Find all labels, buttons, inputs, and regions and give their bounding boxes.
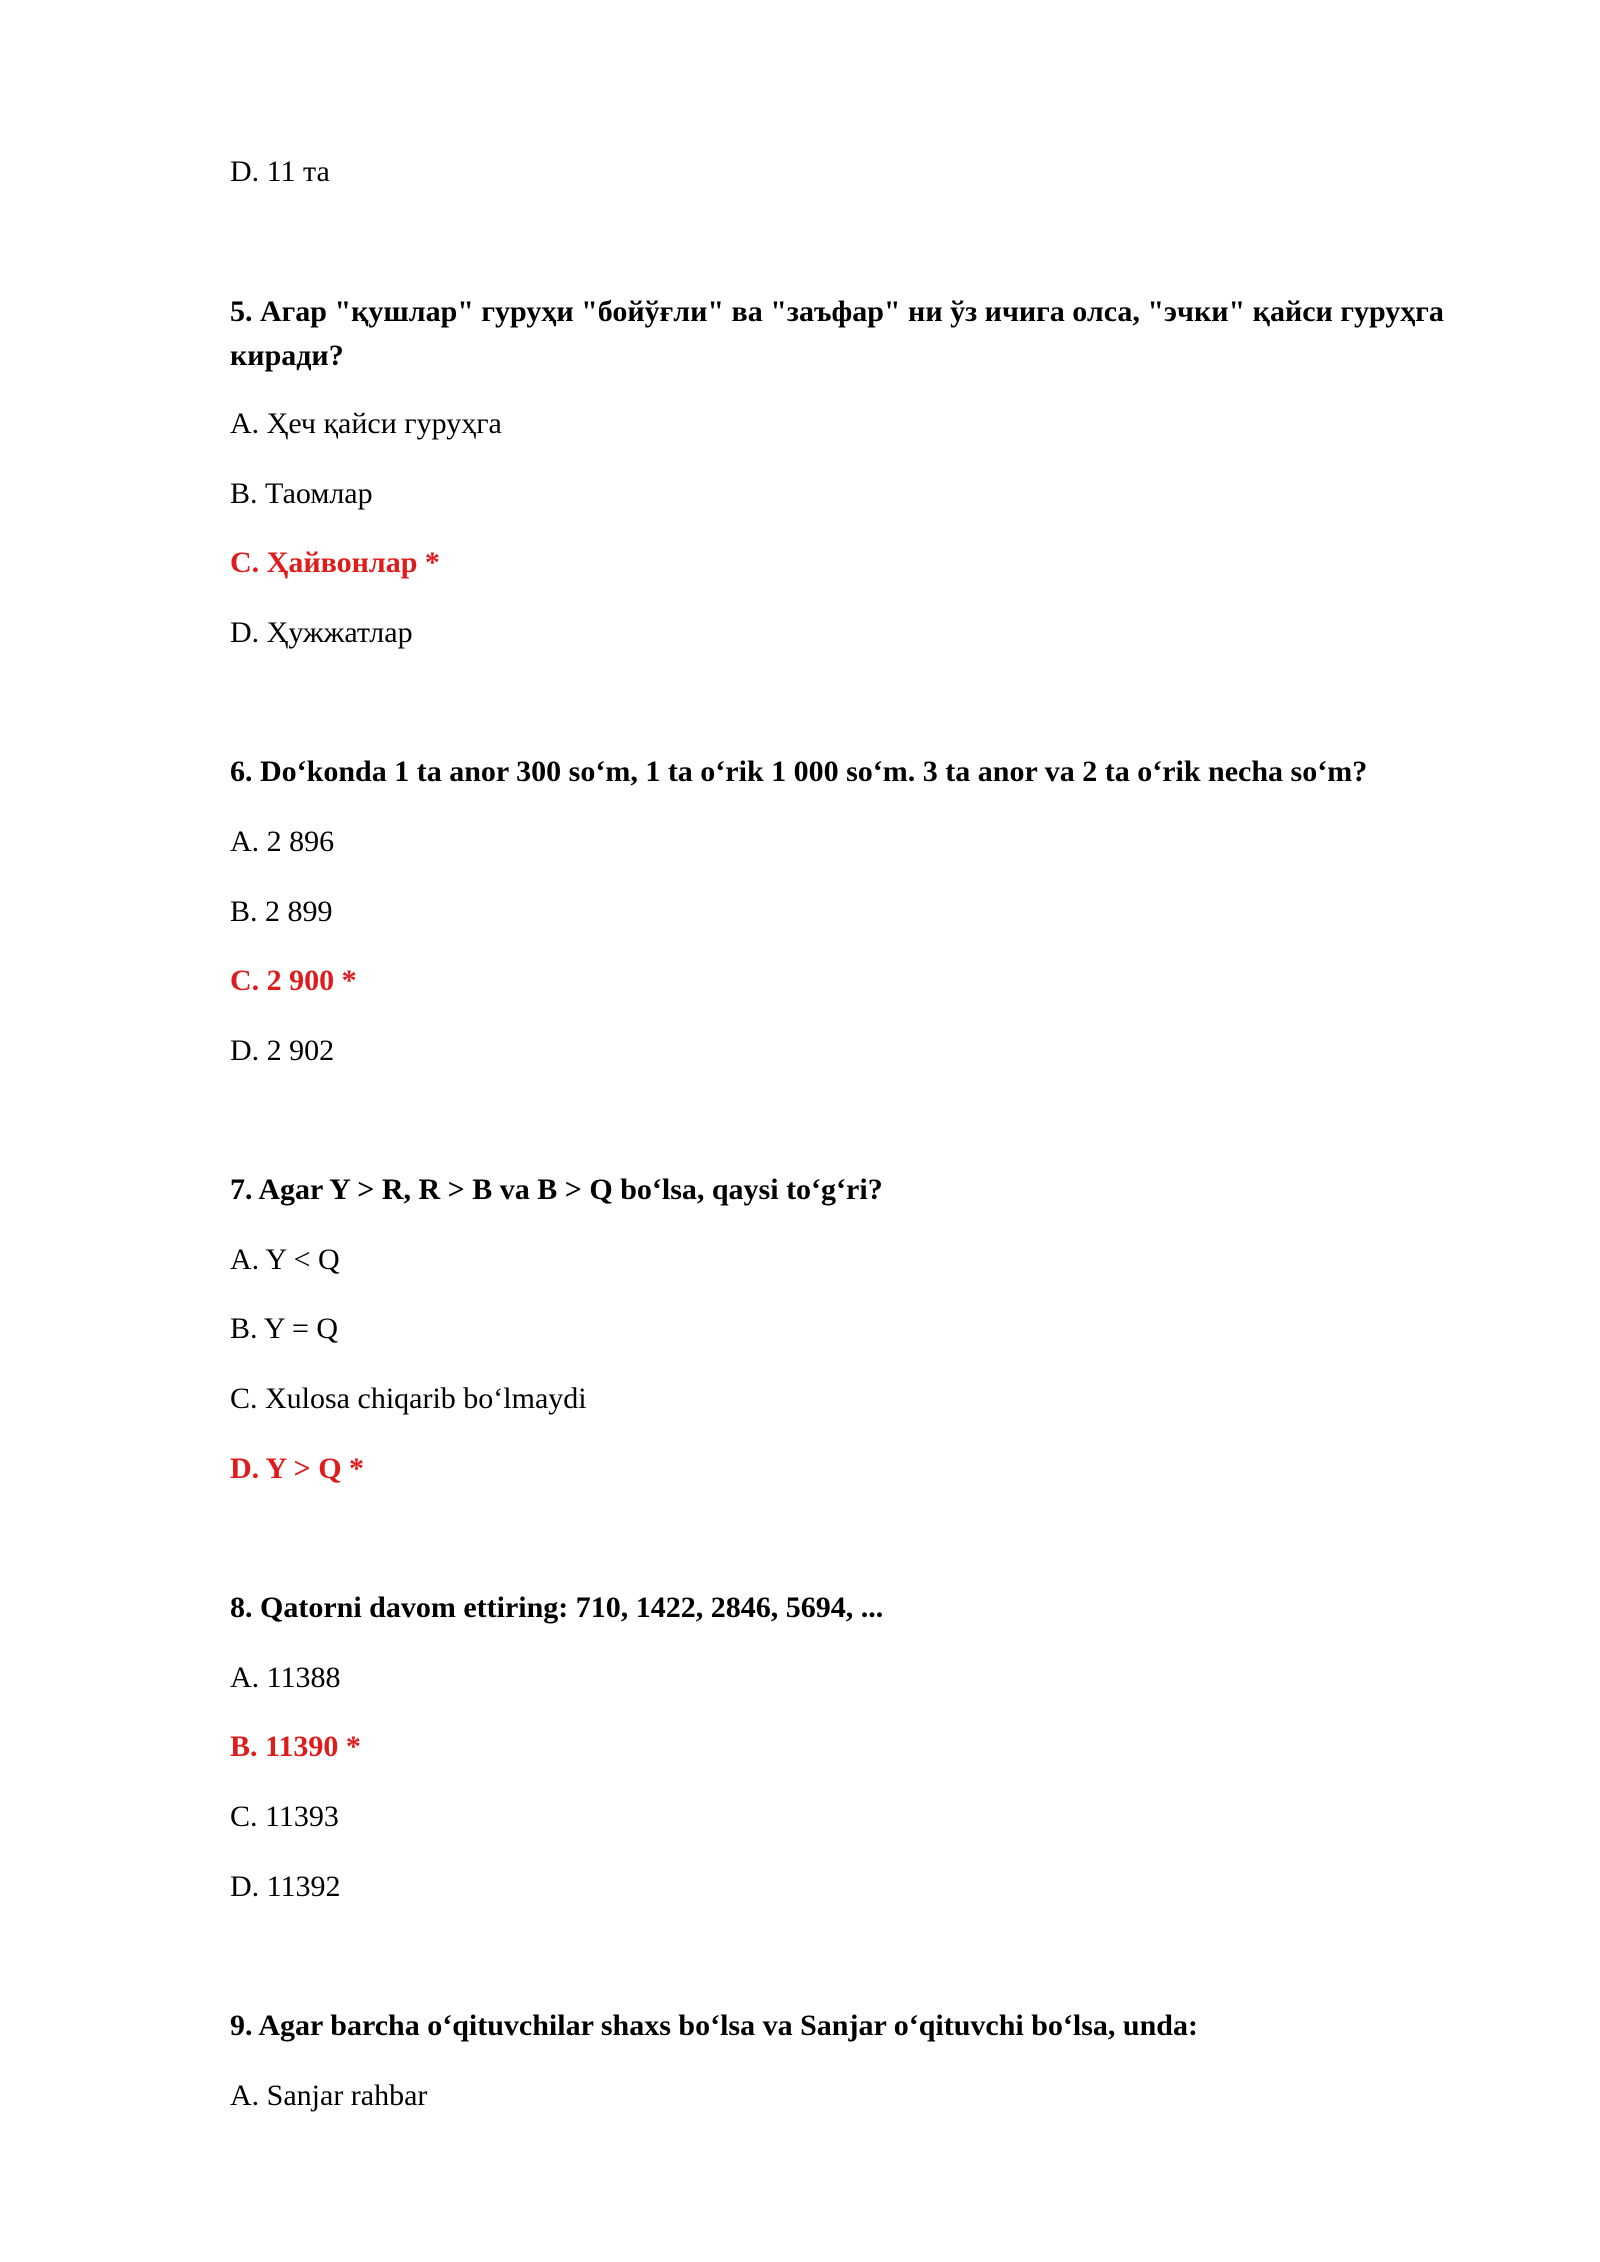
answer-option: A. Ҳеч қайси гуруҳга (230, 407, 502, 440)
answer-option: A. Y < Q (230, 1243, 340, 1276)
correct-answer-option: C. Ҳайвонлар * (230, 546, 440, 579)
answer-option: C. 11393 (230, 1800, 339, 1833)
answer-option: B. 2 899 (230, 895, 333, 928)
correct-answer-option: B. 11390 * (230, 1730, 361, 1763)
answer-option: B. Таомлар (230, 477, 373, 510)
question-9: 9. Agar barcha o‘qituvchilar shaxs bo‘lsa va Sanjar o‘qituvchi bo‘lsa, unda: (230, 2009, 1198, 2042)
question-7: 7. Agar Y > R, R > B va B > Q bo‘lsa, qaysi to‘g‘ri? (230, 1173, 883, 1206)
answer-option: A. 2 896 (230, 825, 335, 858)
answer-option: A. 11388 (230, 1661, 341, 1694)
answer-option: C. Xulosa chiqarib bo‘lmaydi (230, 1382, 587, 1415)
answer-option: D. 11392 (230, 1870, 341, 1903)
answer-option: D. 11 та (230, 155, 330, 188)
answer-option: D. Ҳужжатлар (230, 616, 413, 649)
answer-option: D. 2 902 (230, 1034, 335, 1067)
correct-answer-option: C. 2 900 * (230, 964, 357, 997)
correct-answer-option: D. Y > Q * (230, 1452, 365, 1485)
answer-option: A. Sanjar rahbar (230, 2079, 428, 2112)
question-8: 8. Qatorni davom ettiring: 710, 1422, 2846, 5694, ... (230, 1591, 884, 1624)
answer-option: B. Y = Q (230, 1312, 339, 1345)
question-5: 5. Агар "қушлар" гуруҳи "бойўғли" ва "заъфар" ни ўз ичига олса, "эчки" қайси гуруҳга киради? (230, 295, 1444, 372)
question-6: 6. Do‘konda 1 ta anor 300 so‘m, 1 ta o‘rik 1 000 so‘m. 3 ta anor va 2 ta o‘rik necha so‘m? (230, 755, 1368, 788)
